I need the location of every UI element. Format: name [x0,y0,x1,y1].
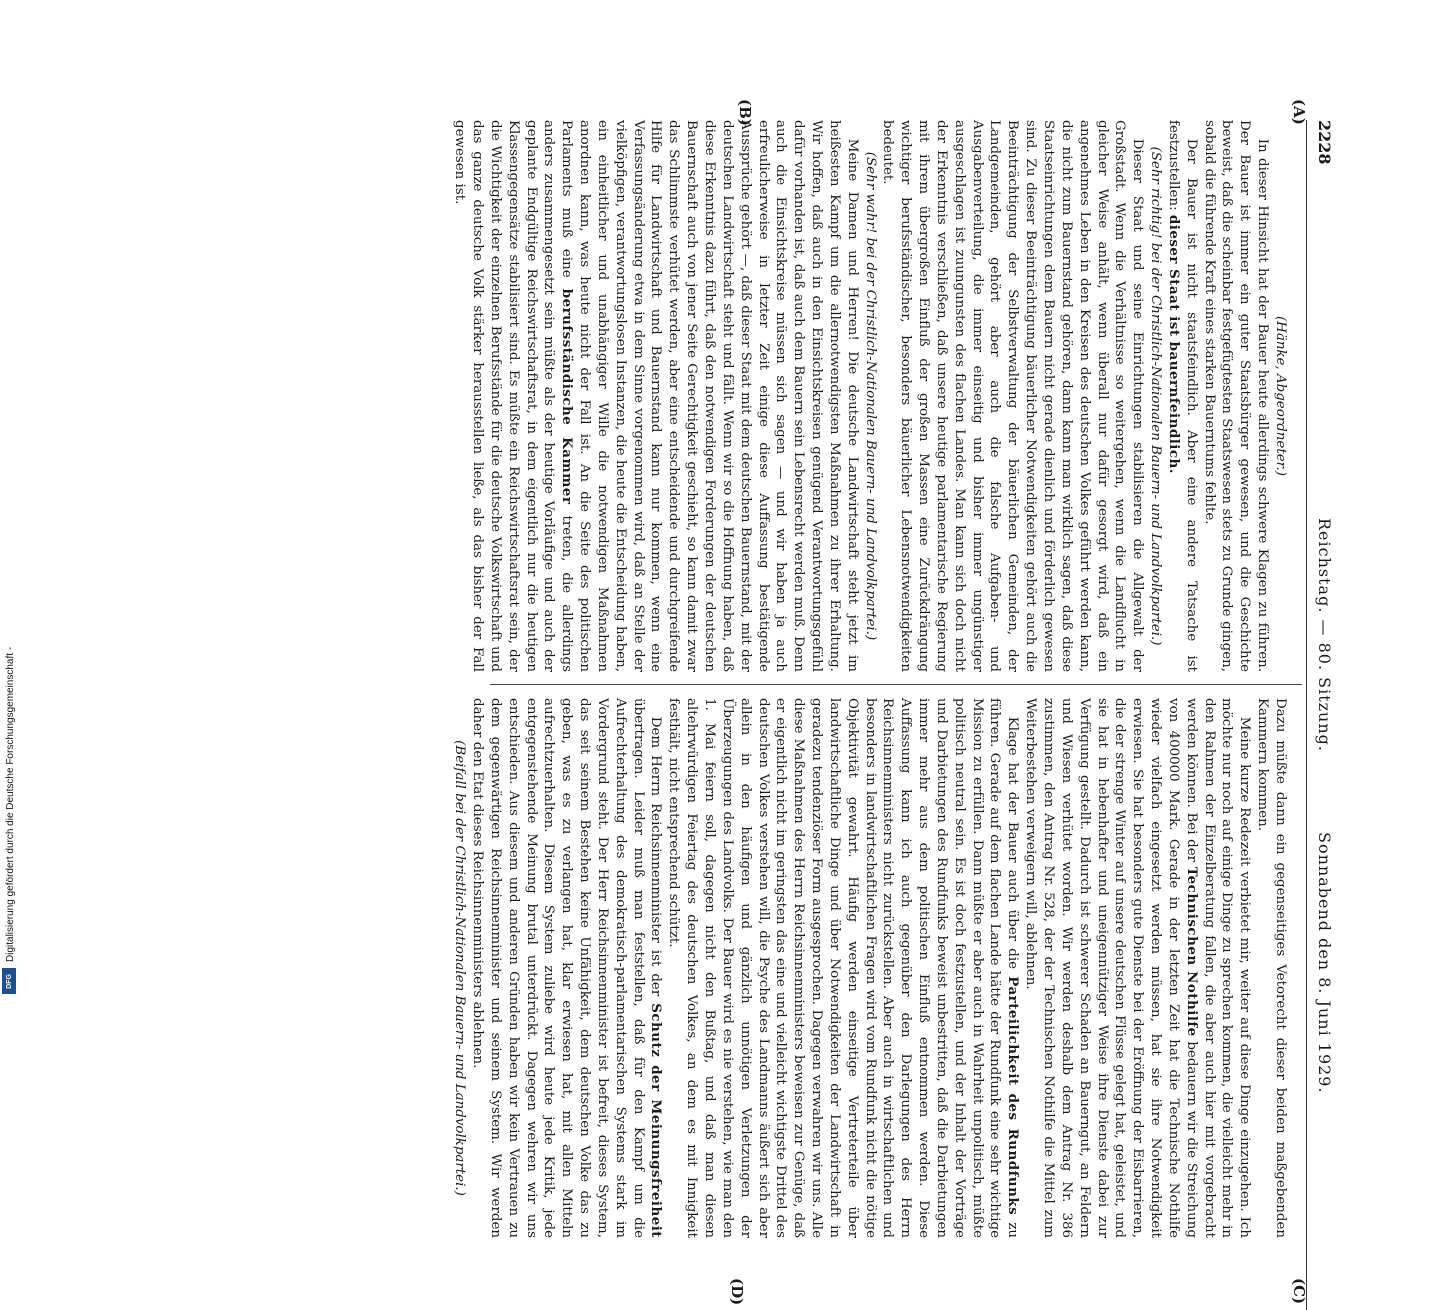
paragraph [450,120,860,672]
emphasis: berufsständische Kammer [559,288,576,505]
emphasis: Schutz der Meinungsfreiheit [648,1003,665,1238]
emphasis: Technischen Nothilfe [1183,866,1200,1037]
paragraph-text: Klage hat der Bauer auch über die [1005,716,1021,970]
paragraph-text: übertragen. Leider muß man feststellen, daß für den Kampf um die Aufrechterhaltung des demokratisch-parlamentarischen Systems stark im Vordergrund steht. Der Herr Reichsinnenminister ist befreit, dieses System, das seit seinem Bestehen keine Unfähigkeit, dem deutschen Volke das zu geben, was es zu verlangen hat, klar erwiesen hat, mit allen Mitteln aufrechtzuerhalten. Diesem System zuliebe wird heute jede Kritik, jede entgegenstehende Meinung brutal unterdrückt. Dagegen wehren wir uns entschieden. Aus diesem und anderen Gründen haben wir kein Vertrauen zu dem gegenwärtigen Reichsinnenminister und seinem System. Wir werden daher den Etat dieses Reichsinnenministers ablehnen. [470,698,646,1238]
paragraph [1021,698,1253,1238]
margin-letter-d: (D) [728,1278,746,1306]
dfg-logo [2,968,16,994]
page-number: 2228 [1315,120,1334,165]
interjection: (Sehr richtig! bei der Christlich-Nationalen Bauern- und Landvolkpartei.) [1148,146,1164,646]
running-head: Reichstag. — 80. Sitzung. [1315,518,1334,752]
page-header [1310,120,1334,1310]
header-rule [1306,120,1307,1310]
header-date: Sonnabend den 8. Juni 1929. [1315,832,1334,1094]
margin-letter-a: (A) [1290,99,1308,125]
column-divider [490,684,1302,685]
paragraph-text: zu führen. Gerade auf dem flachen Lande hätte der Rundfunk eine sehr wichtige Mission zu erfüllen. Dann müßte er aber auch in Wahrheit unpolitisch, müßte politisch neutral sein. Es ist doch festzustellen, und der Inhalt der Vorträge und Darbietungen des Rundfunks beweist unbestritten, daß die Darbietungen immer mehr aus dem politischen Einfluß entnommen werden. Diese Auffassung kann ich auch gegenüber den Darlegungen des Herrn Reichsinnenministers nicht zurückstellen. Aber auch in wirtschaftlichen und besonders in landwirtschaftlichen Fragen wird vom Rundfunk nicht die nötige Objektivität gewahrt. Häufig werden einseitige Vertreterteile über landwirtschaftliche Dinge und über Notwendigkeiten der Landwirtschaft in geradezu tendenziöser Form ausgesprochen. Dagegen verwahren wir uns. Alle diese Maßnahmen des Herrn Reichsinnenministers beweisen zur Genüge, daß er eigentlich nicht im geringsten das eine und vielleicht wichtigste Drittel des deutschen Volkes verstehen will, die Psyche des Landmanns äußert sich aber allein in den häufigen und gänzlich unnötigen Verletzungen der Überzeugungen des Landvolks. Der Bauer wird es nie verstehen, wie man den 1. Mai feiern soll, dagegen nicht den Bußtag, und daß man diesen altehrwürdigen Feiertag des deutschen Volkes, an dem es mit Innigkeit festhält, nicht entsprechend schützt. [666,698,1021,1238]
paragraph-text: Meine Damen und Herren! Die deutsche Landwirtschaft steht jetzt im heißesten Kampf um die allernotwendigsten Maßnahmen zu ihrer Erhaltung. Wir hoffen, daß auch in den Einsichtskreisen genügend Verantwortungsgefühl dafür vorhanden ist, daß auch dem Bauern sein Lebensrecht werden muß. Denn auch die Einsichtskreise müssen sich sagen — und wir haben ja auch erfreulicherweise in letzter Zeit einige diese Auffassung bestätigende Aussprüche gehört —, daß dieser Staat mit dem deutschen Bauernstand, mit der deutschen Landwirtschaft steht und fällt. Wenn wir so die Hoffnung haben, daß diese Erkenntnis dazu führt, daß den notwendigen Forderungen der deutschen Bauernschaft auch von jener Seite Gerechtigkeit geschieht, so kann damit zwar das Schlimmste verhütet werden, aber eine entscheidende und durchgreifende Hilfe für Landwirtschaft und Bauernstand kann nur kommen, wenn eine Verfassungsänderung etwa in dem Sinne vorgenommen wird, daß an Stelle der vielköpfigen, verantwortungslosen Instanzen, die heute die Entscheidung haben, ein einheitlicher und unabhängiger Wille die notwendigen Maßnahmen anordnen kann, was heute nicht der Fall ist. An die Seite des politischen Parlaments muß eine [559,120,860,672]
left-column [450,120,1289,672]
paragraph-text: Meine kurze Redezeit verbietet mir, weiter auf diese Dinge einzugehen. Ich möchte nur noch auf einige Dinge zu sprechen kommen, die vielleicht mehr in den Rahmen der Einzelberatung fallen, die aber auch hier mit vorgebracht werden können. Bei der [1183,698,1253,1238]
paragraph-text: bedauern wir die Streichung von 400000 Mark. Gerade in der letzten Zeit hat die Technische Nothilfe wieder vielfach eingesetzt werden müssen, hat sie ihre Notwendigkeit erwiesen. Sie hat besonders gute Dienste bei der Eröffnung der Eisbarrieren, die der strenge Winter auf unsere deutschen Flüsse gelegt hat, geleistet, und sie hat in hebenhafter und uneigennütziger Weise ihre Dienste dabei zur Verfügung gestellt. Dadurch ist schwerer Schaden an Bauerngut, an Feldern und Wiesen verhütet worden. Wir werden deshalb dem Antrag Nr. 386 zustimmen, den Antrag Nr. 528, der der Technischen Nothilfe die Mittel zum Weiterbestehen verweigern will, ablehnen. [1023,698,1199,1238]
interjection: (Sehr wahr! bei der Christlich-Nationalen Bauern- und Landvolkpartei.) [862,151,878,641]
paragraph: Dazu müßte dann ein gegenseitiges Vetorecht dieser beiden maßgebenden Kammern kommen. [1255,698,1288,1238]
emphasis: Parteilichkeit des Rundfunks [1005,976,1022,1216]
paragraph-text: Dem Herrn Reichsinnenminister ist der [648,716,664,997]
paragraph [1164,120,1200,672]
dfg-logo-text: DFG [5,973,13,989]
margin-letter-c: (C) [1290,1278,1308,1305]
digitization-credit [0,0,20,1000]
emphasis: dieser Staat ist bauernfeindlich. [1165,214,1182,474]
speaker-label: (Hänke, Abgeordneter.) [1273,315,1288,477]
credit-text: Digitalisierung gefördert durch die Deutsche Forschungsgemeinschaft - [5,646,16,962]
paragraph: In dieser Hinsicht hat der Bauer heute allerdings schwere Klagen zu führen. Der Bauer ist immer ein guter Staatsbürger gewesen, und die Geschichte beweist, daß die scheinbar festgefügtesten Staatswesen stets zu Grunde gingen, sobald die führende Kraft eines starken Bauerntums fehlte. [1201,120,1271,672]
paragraph [664,698,1021,1238]
paragraph-text: Der Bauer ist nicht staatsfeindlich. Aber eine andere Tatsache ist festzustellen: [1165,120,1199,672]
right-column [450,698,1289,1238]
paragraph-text: treten, die allerdings anders zusammengesetzt sein müßte als der heutige Vorläufige und auch der geplante Endgültige Reichswirtschaftsrat, in dem eigentlich nur die heutigen Klassengegensätze stabilisiert sind. Es müßte ein Reichswirtschaftsrat sein, der die Wichtigkeit der einzelnen Berufsstände für die deutsche Volkswirtschaft und das ganze deutsche Volk stärker herausstellen ließe, als das bisher der Fall gewesen ist. [452,120,575,673]
paragraph: Dieser Staat und seine Einrichtungen stabilisieren die Allgewalt der Großstadt. Wenn die Verhältnisse so weitergehen, wenn die Landflucht in gleicher Weise anhält, wenn überall nur dafür gesorgt wird, daß ein angenehmes Leben in den Kreisen des deutschen Volkes geführt werden kann, die nicht zum Bauernstand gehören, dann kann man wirklich sagen, daß diese Staatseinrichtungen dem Bauern nicht gerade dienlich und förderlich gewesen sind. Zu dieser Beeinträchtigung bäuerlicher Notwendigkeiten gehört auch die Beeinträchtigung der Selbstverwaltung der bäuerlichen Gemeinden, der Landgemeinden, gehört aber auch die falsche Aufgaben- und Ausgabenverteilung, die immer einseitig und bisher immer ungünstiger ausgeschlagen ist zuungunsten des flachen Landes. Man kann sich doch nicht der Erkenntnis verschließen, daß unsere heutige parlamentarische Regierung mit ihrem übergroßen Einfluß der großen Massen eine Zurückdrängung wichtiger berufsständischer, besonders bäuerlicher Lebensnotwendigkeiten bedeutet. [880,120,1146,672]
margin-letter-b: (B) [736,99,754,126]
interjection: (Beifall bei der Christlich-Nationalen Bauern- und Landvolkpartei.) [452,740,468,1196]
paragraph [468,698,664,1238]
